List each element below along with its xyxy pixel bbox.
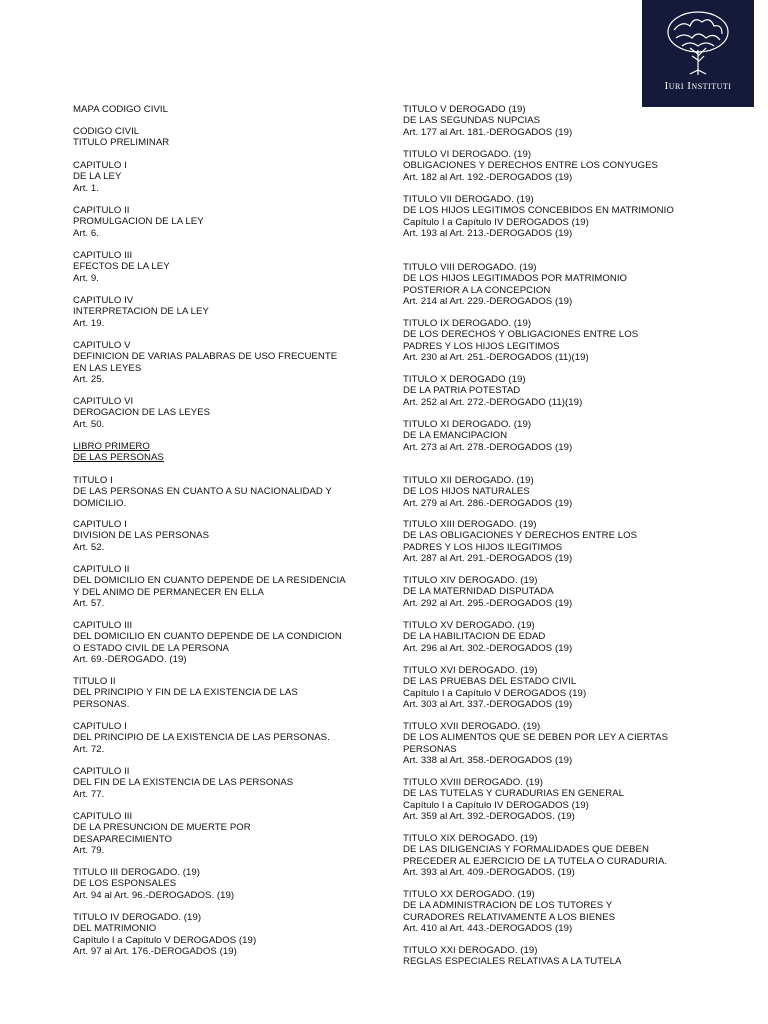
entry-line: EN LAS LEYES <box>73 362 142 374</box>
entry-line: TITULO IX DEROGADO. (19) <box>403 318 532 329</box>
entry-line: DE LA ADMINISTRACION DE LOS TUTORES Y <box>403 900 613 912</box>
entry-line: DE LOS ALIMENTOS QUE SE DEBEN POR LEY A CIERTAS <box>403 732 669 744</box>
entry-line: DEFINICION DE VARIAS PALABRAS DE USO FRECUENTE <box>73 351 338 363</box>
entry-line: DE LAS PERSONAS EN CUANTO A SU NACIONALIDAD Y <box>73 486 332 498</box>
entry-line: PRECEDER AL EJERCICIO DE LA TUTELA O CURADURIA. <box>403 855 668 867</box>
index-entry <box>73 104 168 115</box>
index-entry <box>73 475 332 509</box>
entry-line: Art. 57. <box>73 597 105 609</box>
index-entry <box>403 777 624 822</box>
entry-line: Art. 72. <box>73 743 105 755</box>
entry-line: DE LA MATERNIDAD DISPUTADA <box>403 586 554 598</box>
entry-line: LIBRO PRIMERO <box>73 441 150 452</box>
entry-line: Capítulo I a Capítulo IV DEROGADOS (19) <box>403 216 589 228</box>
entry-line: CURADORES RELATIVAMENTE A LOS BIENES <box>403 911 616 923</box>
entry-line: TITULO VIII DEROGADO. (19) <box>403 262 537 273</box>
entry-line: TITULO VI DEROGADO. (19) <box>403 149 532 160</box>
entry-line: POSTERIOR A LA CONCEPCION <box>403 284 551 296</box>
entry-line: REGLAS ESPECIALES RELATIVAS A LA TUTELA <box>403 956 622 968</box>
index-entry <box>73 721 330 755</box>
entry-line: TITULO XIII DEROGADO. (19) <box>403 519 537 530</box>
entry-line: CAPITULO III <box>73 811 133 822</box>
entry-line: Art. 287 al Art. 291.-DEROGADOS (19) <box>403 552 573 564</box>
entry-line: Art. 252 al Art. 272.-DEROGADO (11)(19) <box>403 396 583 408</box>
entry-line: Art. 303 al Art. 337.-DEROGADOS (19) <box>403 698 573 710</box>
index-entry <box>403 665 586 710</box>
index-entry <box>73 205 204 239</box>
entry-line: CAPITULO I <box>73 160 127 171</box>
entry-line: DEL PRINCIPIO DE LA EXISTENCIA DE LAS PERSONAS. <box>73 732 330 744</box>
entry-line: DEL MATRIMONIO <box>73 923 157 935</box>
entry-line: TITULO IV DEROGADO. (19) <box>73 912 202 923</box>
index-entry <box>403 194 674 239</box>
entry-line: DEL FIN DE LA EXISTENCIA DE LAS PERSONAS <box>73 777 294 789</box>
entry-line: Art. 52. <box>73 541 105 553</box>
index-entry <box>403 833 667 878</box>
entry-line: Art. 50. <box>73 418 105 430</box>
entry-line: TITULO V DEROGADO (19) <box>403 104 526 115</box>
entry-line: Art. 182 al Art. 192.-DEROGADOS (19) <box>403 171 573 183</box>
entry-line: DE LOS ESPONSALES <box>73 878 177 890</box>
entry-line: CAPITULO I <box>73 519 127 530</box>
entry-line: TITULO III DEROGADO. (19) <box>73 867 201 878</box>
tree-brain-icon <box>664 10 732 76</box>
index-entry <box>403 104 572 138</box>
entry-line: CAPITULO III <box>73 250 133 261</box>
entry-line: Art. 230 al Art. 251.-DEROGADOS (11)(19) <box>403 351 589 363</box>
index-entry <box>73 564 346 609</box>
entry-line: DE LAS TUTELAS Y CURADURIAS EN GENERAL <box>403 788 625 800</box>
entry-line: DE LAS DILIGENCIAS Y FORMALIDADES QUE DEBEN <box>403 844 649 856</box>
entry-line: DESAPARECIMIENTO <box>73 833 173 845</box>
index-entry <box>403 475 572 509</box>
entry-line: Art. 1. <box>73 182 99 194</box>
entry-line: PROMULGACION DE LA LEY <box>73 216 204 228</box>
entry-line: DE LAS OBLIGACIONES Y DERECHOS ENTRE LOS <box>403 530 638 542</box>
entry-line: TITULO XVI DEROGADO. (19) <box>403 665 538 676</box>
index-entry <box>403 945 621 968</box>
index-entry <box>73 160 127 194</box>
entry-line: Art. 69.-DEROGADO. (19) <box>73 653 187 665</box>
entry-line: PERSONAS. <box>73 698 130 710</box>
index-entry <box>73 126 169 149</box>
entry-line: Art. 410 al Art. 443.-DEROGADOS (19) <box>403 922 573 934</box>
index-entry <box>73 912 256 957</box>
index-entry <box>403 149 658 183</box>
entry-line: TITULO XVIII DEROGADO. (19) <box>403 777 543 788</box>
entry-line: DE LA PRESUNCION DE MUERTE POR <box>73 822 251 834</box>
entry-line: PADRES Y LOS HIJOS LEGITIMOS <box>403 340 560 352</box>
entry-line: DE LAS PRUEBAS DEL ESTADO CIVIL <box>403 676 577 688</box>
entry-line: TITULO VII DEROGADO. (19) <box>403 194 534 205</box>
entry-line: Art. 193 al Art. 213.-DEROGADOS (19) <box>403 227 573 239</box>
entry-line: O ESTADO CIVIL DE LA PERSONA <box>73 642 230 654</box>
index-entry <box>403 889 615 934</box>
entry-line: TITULO PRELIMINAR <box>73 137 170 149</box>
entry-line: Art. 9. <box>73 272 99 284</box>
entry-line: OBLIGACIONES Y DERECHOS ENTRE LOS CONYUGES <box>403 160 658 172</box>
entry-line: Art. 25. <box>73 373 105 385</box>
entry-line: Art. 296 al Art. 302.-DEROGADOS (19) <box>403 642 573 654</box>
entry-line: Art. 292 al Art. 295.-DEROGADOS (19) <box>403 597 573 609</box>
entry-line: DE LOS HIJOS NATURALES <box>403 486 530 498</box>
entry-line: CAPITULO I <box>73 721 127 732</box>
entry-line: DE LOS DERECHOS Y OBLIGACIONES ENTRE LOS <box>403 329 639 341</box>
index-entry <box>73 396 210 430</box>
entry-line: MAPA CODIGO CIVIL <box>73 104 169 115</box>
entry-line: CODIGO CIVIL <box>73 126 140 137</box>
entry-line: DE LAS SEGUNDAS NUPCIAS <box>403 115 541 127</box>
entry-line: TITULO XII DEROGADO. (19) <box>403 475 534 486</box>
index-entry <box>73 441 164 464</box>
entry-line: Art. 177 al Art. 181.-DEROGADOS (19) <box>403 126 573 138</box>
index-entry <box>73 250 170 284</box>
entry-line: CAPITULO II <box>73 766 130 777</box>
index-entry <box>73 676 298 710</box>
index-entry <box>73 620 342 665</box>
entry-line: CAPITULO V <box>73 340 131 351</box>
entry-line: Art. 338 al Art. 358.-DEROGADOS (19) <box>403 754 573 766</box>
entry-line: CAPITULO IV <box>73 295 134 306</box>
entry-line: Art. 97 al Art. 176.-DEROGADOS (19) <box>73 945 237 957</box>
entry-line: CAPITULO II <box>73 205 130 216</box>
entry-line: DE LA PATRIA POTESTAD <box>403 385 521 397</box>
entry-line: TITULO XI DEROGADO. (19) <box>403 419 532 430</box>
entry-line: DEL DOMICILIO EN CUANTO DEPENDE DE LA RESIDENCIA <box>73 575 346 587</box>
entry-line: Art. 279 al Art. 286.-DEROGADOS (19) <box>403 497 573 509</box>
index-entry <box>403 620 572 654</box>
entry-line: TITULO XXI DEROGADO. (19) <box>403 945 538 956</box>
entry-line: DE LA HABILITACION DE EDAD <box>403 631 546 643</box>
index-entry <box>403 721 668 766</box>
entry-line: TITULO II <box>73 676 116 687</box>
entry-line: DEL PRINCIPIO Y FIN DE LA EXISTENCIA DE LAS <box>73 687 298 699</box>
entry-line: PADRES Y LOS HIJOS ILEGITIMOS <box>403 541 563 553</box>
entry-line: TITULO XV DEROGADO. (19) <box>403 620 535 631</box>
entry-line: Art. 19. <box>73 317 105 329</box>
entry-line: INTERPRETACION DE LA LEY <box>73 306 209 318</box>
entry-line: Art. 77. <box>73 788 105 800</box>
index-entry <box>73 295 209 329</box>
index-entry <box>73 340 337 385</box>
entry-line: Art. 79. <box>73 844 105 856</box>
index-entry <box>403 575 572 609</box>
logo-text: Iuri Instituti <box>664 80 732 92</box>
entry-line: DEROGACION DE LAS LEYES <box>73 407 211 419</box>
entry-line: CAPITULO VI <box>73 396 134 407</box>
index-entry <box>403 519 637 564</box>
index-entry <box>403 318 638 363</box>
entry-line: TITULO I <box>73 475 113 486</box>
index-entry <box>403 262 627 307</box>
entry-line: Capítulo I a Capítulo V DEROGADOS (19) <box>403 687 587 699</box>
iuri-instituti-logo <box>642 0 754 107</box>
entry-line: TITULO XIV DEROGADO. (19) <box>403 575 538 586</box>
entry-line: TITULO X DEROGADO (19) <box>403 374 526 385</box>
entry-line: Art. 359 al Art. 392.-DEROGADOS. (19) <box>403 810 575 822</box>
entry-line: Art. 214 al Art. 229.-DEROGADOS (19) <box>403 295 573 307</box>
entry-line: DEL DOMICILIO EN CUANTO DEPENDE DE LA CONDICION <box>73 631 342 643</box>
entry-line: DE LOS HIJOS LEGITIMOS CONCEBIDOS EN MATRIMONIO <box>403 205 674 217</box>
index-entry <box>403 419 572 453</box>
entry-line: Capítulo I a Capítulo IV DEROGADOS (19) <box>403 799 589 811</box>
entry-line: DOMICILIO. <box>73 497 127 509</box>
entry-line: TITULO XIX DEROGADO. (19) <box>403 833 538 844</box>
entry-line: TITULO XVII DEROGADO. (19) <box>403 721 541 732</box>
entry-line: Art. 94 al Art. 96.-DEROGADOS. (19) <box>73 889 235 901</box>
entry-line: CAPITULO II <box>73 564 130 575</box>
entry-line: DE LOS HIJOS LEGITIMADOS POR MATRIMONIO <box>403 273 628 285</box>
index-entry <box>73 811 251 856</box>
index-entry <box>73 867 234 901</box>
entry-line: Art. 273 al Art. 278.-DEROGADOS (19) <box>403 441 573 453</box>
index-entry <box>73 519 209 553</box>
entry-line: Capítulo I a Capítulo V DEROGADOS (19) <box>73 934 257 946</box>
entry-line: EFECTOS DE LA LEY <box>73 261 170 273</box>
entry-line: PERSONAS <box>403 743 457 755</box>
entry-line: DIVISION DE LAS PERSONAS <box>73 530 210 542</box>
entry-line: Art. 6. <box>73 227 99 239</box>
index-entry <box>403 374 582 408</box>
entry-line: Art. 393 al Art. 409.-DEROGADOS. (19) <box>403 866 575 878</box>
index-entry <box>73 766 293 800</box>
entry-line: DE LAS PERSONAS <box>73 452 164 464</box>
entry-line: CAPITULO III <box>73 620 133 631</box>
entry-line: DE LA EMANCIPACION <box>403 430 508 442</box>
entry-line: TITULO XX DEROGADO. (19) <box>403 889 535 900</box>
entry-line: DE LA LEY <box>73 171 122 183</box>
entry-line: Y DEL ANIMO DE PERMANECER EN ELLA <box>73 586 264 598</box>
